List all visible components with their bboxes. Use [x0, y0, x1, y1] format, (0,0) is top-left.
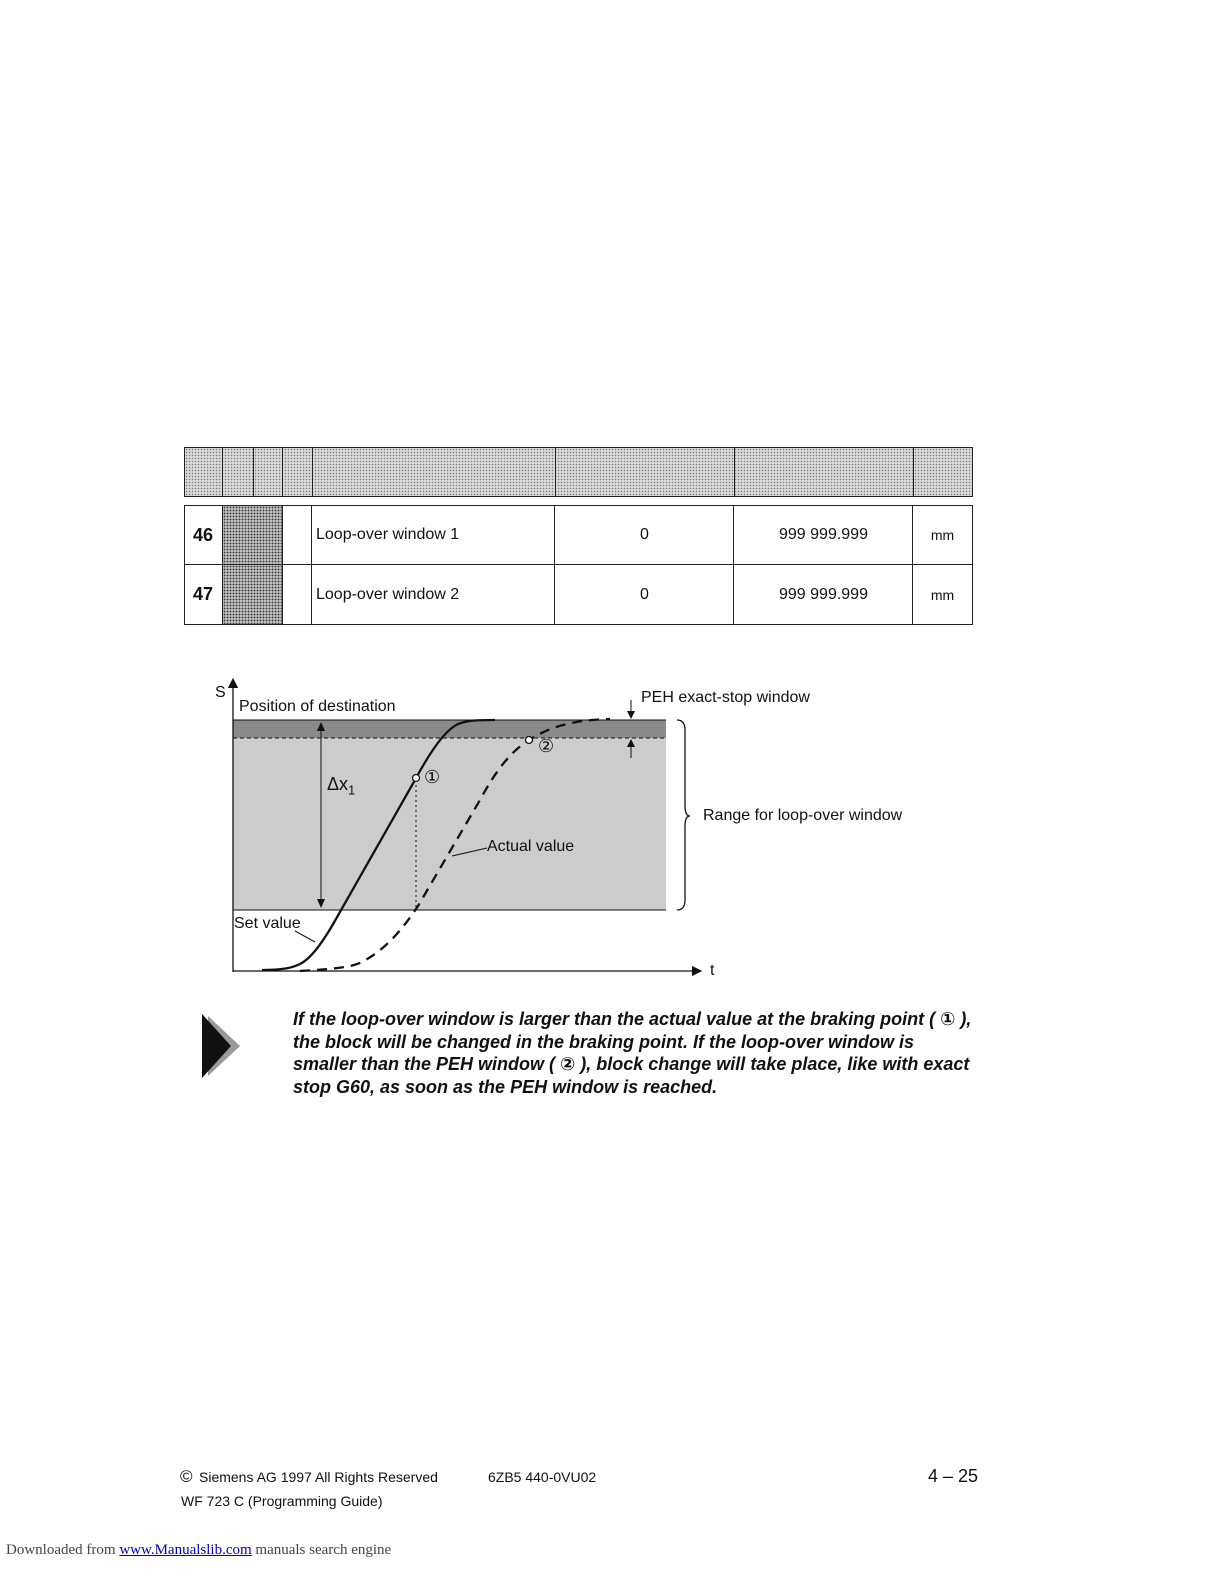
download-prefix: Downloaded from [6, 1542, 116, 1558]
unit: mm [912, 565, 973, 624]
copyright-symbol: © [180, 1467, 193, 1486]
max-value: 999 999.999 [733, 506, 913, 564]
unit: mm [912, 506, 973, 564]
set-value-label: Set value [234, 915, 301, 932]
braking-point-2 [526, 737, 533, 744]
s-axis-label: S [215, 684, 226, 701]
position-of-destination-label: Position of destination [239, 698, 396, 715]
download-banner [6, 1542, 391, 1559]
parameter-description: Loop-over window 1 [311, 506, 555, 564]
marker-2: ② [538, 736, 555, 756]
page-number: 4 – 25 [928, 1466, 979, 1486]
marker-1: ① [424, 767, 441, 787]
document-title: WF 723 C (Programming Guide) [181, 1493, 383, 1509]
range-brace [677, 720, 690, 910]
peh-window-label: PEH exact-stop window [641, 689, 810, 706]
parameter-description: Loop-over window 2 [311, 565, 555, 624]
range-label: Range for loop-over window [703, 807, 903, 824]
note-arrow-icon [200, 1012, 244, 1080]
delta-x1-label: $\Delta x_1$ [327, 774, 356, 798]
order-number: 6ZB5 440-0VU02 [488, 1469, 597, 1485]
braking-point-1 [413, 775, 420, 782]
manualslib-link[interactable]: www.Manualslib.com [119, 1542, 252, 1558]
parameter-number: 47 [184, 565, 222, 624]
actual-value-label: Actual value [487, 838, 575, 855]
min-value: 0 [554, 506, 734, 564]
min-value: 0 [554, 565, 734, 624]
t-axis-label: t [710, 962, 715, 979]
max-value: 999 999.999 [733, 565, 913, 624]
note-text: If the loop-over window is larger than the actual value at the braking point ( ① ), the block will be changed in the braking point. If the loop-over window is smaller than the PEH window ( ② ), block change will take place, like with exact stop G60, as soon as the PEH window is reached. [293, 1009, 972, 1097]
loop-over-range-area [233, 738, 666, 910]
download-suffix: manuals search engine [255, 1542, 392, 1558]
copyright-text: Siemens AG 1997 All Rights Reserved [199, 1469, 438, 1485]
parameter-number: 46 [184, 506, 222, 564]
